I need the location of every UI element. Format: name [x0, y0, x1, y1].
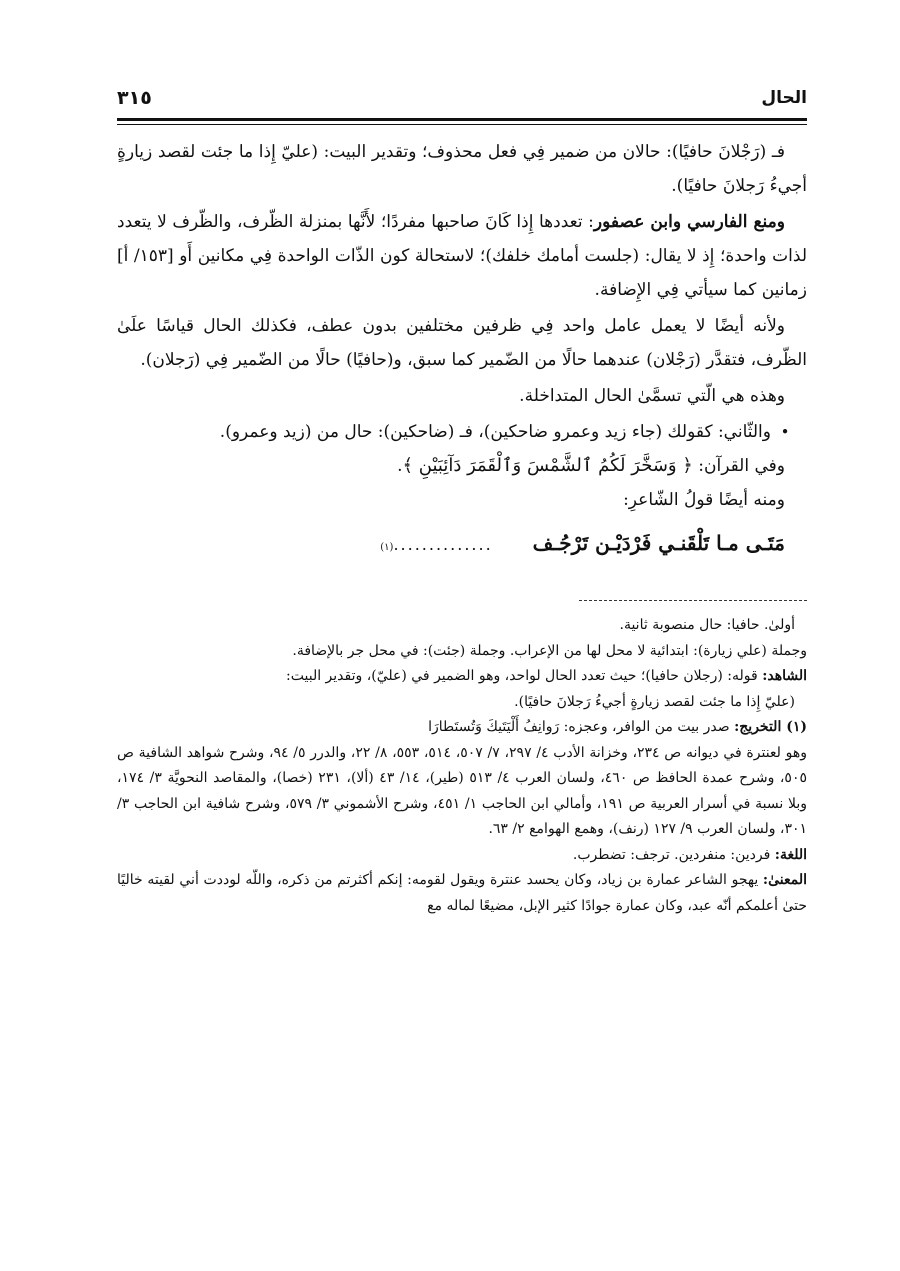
footnote-text: صدر بيت من الوافر، وعجزه: رَوانِفُ أَلْيَتَيكَ وَتُستَطارَا — [428, 719, 735, 735]
header-rule-thin — [117, 124, 807, 125]
verse-hemistich: مَتَـى مـا تَلْقَنـي فَرْدَيْـن تَرْجُـف — [532, 531, 785, 555]
footnote-line: (عليّ إِذا ما جئت لقصد زيارةٍ أجيءُ رَجلانَ حافيًا). — [514, 693, 795, 710]
paragraph-lead: ومنع الفارسي وابن عصفور — [593, 212, 785, 232]
running-title: الحال — [761, 88, 807, 108]
footnote-label: الشاهد: — [762, 668, 807, 684]
quran-intro: وفي القرآن: — [698, 456, 785, 476]
footnote-label: المعنىٰ: — [762, 872, 807, 888]
footnote-text: يهجو الشاعر عمارة بن زياد، وكان يحسد عنترة ويقول لقومه: إنكم أكثرتم من ذكره، واللّه لوددت أني لقيته خاليًا حتىٰ أعلمكم أنّه عبد، وكان عمارة جوادًا كثير الإبل، مضيعًا لماله مع — [117, 872, 807, 914]
bullet-icon: • — [780, 423, 790, 441]
footnote-line — [117, 715, 807, 741]
footnote-label: اللغة: — [774, 846, 807, 863]
footnote-separator — [579, 600, 807, 601]
poetry-verse — [117, 521, 807, 570]
footnote-line — [117, 664, 807, 690]
footnote-label: (١) التخريج: — [734, 719, 807, 735]
page-header — [117, 80, 807, 116]
verse-dots: .............. — [393, 535, 493, 554]
quran-end: . — [397, 456, 403, 476]
poet-intro: ومنه أيضًا قولُ الشّاعرِ: — [623, 490, 785, 510]
paragraph: فـ (رَجْلانَ حافيًا): حالان من ضمير فِي فعل محذوف؛ وتقدير البيت: (عليّ إِذا ما جئت لقصد زيارةٍ أجيءُ رَجلانَ حافيًا). — [117, 142, 807, 196]
footnote-line: وهو لعنترة في ديوانه ص ٢٣٤، وخزانة الأدب ٤/ ٢٩٧، ٧/ ٥٠٧، ٥١٤، ٥٥٣، ٨/ ٢٢، والدرر ٥/ ٩٤، وشرح شواهد الشافية ص ٥٠٥، وشرح عمدة الحافظ ص ٤٦٠، ولسان العرب ٤/ ٥١٣ (طير)، ١٤/ ٤٣ (ألا)، ٢٣١ (خصا)، والمقاصد النحويَّة ٣/ ١٧٤، وبلا نسبة في أسرار العربية ص ١٩١، وأمالي ابن الحاجب ١/ ٤٥١، وشرح الأشموني ٣/ ٥٧٩، وشرح شافية ابن الحاجب ٣/ ٣٠١، ولسان العرب ٩/ ١٢٧ (رنف)، وهمع الهوامع ٢/ ٦٣. — [117, 744, 808, 837]
footnote-text: قوله: (رجلان حافيا)؛ حيث تعدد الحال لواحد، وهو الضمير في (عليّ)، وتقدير البيت: — [286, 668, 763, 684]
bullet-text: والثّاني: كقولك (جاء زيد وعمرو ضاحكين)، فـ (ضاحكين): حال من (زيد وعمرو). — [219, 422, 771, 442]
paragraph: ولأنه أيضًا لا يعمل عامل واحد فِي ظرفين مختلفين بدون عطف، فكذلك الحال قياسًا علَىٰ الظّرف، فتقدَّر (رَجْلان) عندهما حالًا من الضّمير كما سبق، و(حافيًا) حالًا من الضّمير فِي (رَجلان). — [117, 316, 807, 370]
footnote-line: وجملة (علي زيارة): ابتدائية لا محل لها من الإعراب. وجملة (جئت): في محل جر بالإضافة. — [292, 642, 807, 659]
footnotes — [117, 613, 807, 919]
book-page — [117, 80, 807, 919]
page-number: ٣١٥ — [117, 87, 152, 109]
footnote-text: فردين: منفردين. ترجف: تضطرب. — [572, 846, 775, 863]
paragraph-text: : تعددها إِذا كَانَ صاحبها مفردًا؛ لأَنَّها بمنزلة الظّرف، والظّرف لا يتعدد لذات واحدة؛ إِذ لا يقال: (جلست أمامك خلفك)؛ لاستحالة كون الذّات الواحدة فِي مكانين أَو [١٥٣/ أ] زمانين كما سيأتي فِي الإِضافة. — [117, 212, 807, 300]
main-text — [117, 135, 807, 570]
paragraph: وهذه هي الّتي تسمَّىٰ الحال المتداخلة. — [519, 386, 785, 406]
footnote-line — [117, 843, 807, 869]
paragraph — [117, 205, 807, 307]
bullet-item — [117, 415, 807, 449]
footnote-line — [117, 868, 807, 919]
footnote-ref: (١) — [380, 542, 394, 553]
header-rule-thick — [117, 118, 807, 121]
quran-verse: ﴿ وَسَخَّرَ لَكُمُ ٱلشَّمْسَ وَٱلْقَمَرَ دَآئِبَيْنِ ﴾ — [402, 455, 693, 476]
footnote-line: أولىٰ. حافيا: حال منصوبة ثانية. — [619, 617, 795, 633]
quran-citation — [117, 449, 807, 483]
